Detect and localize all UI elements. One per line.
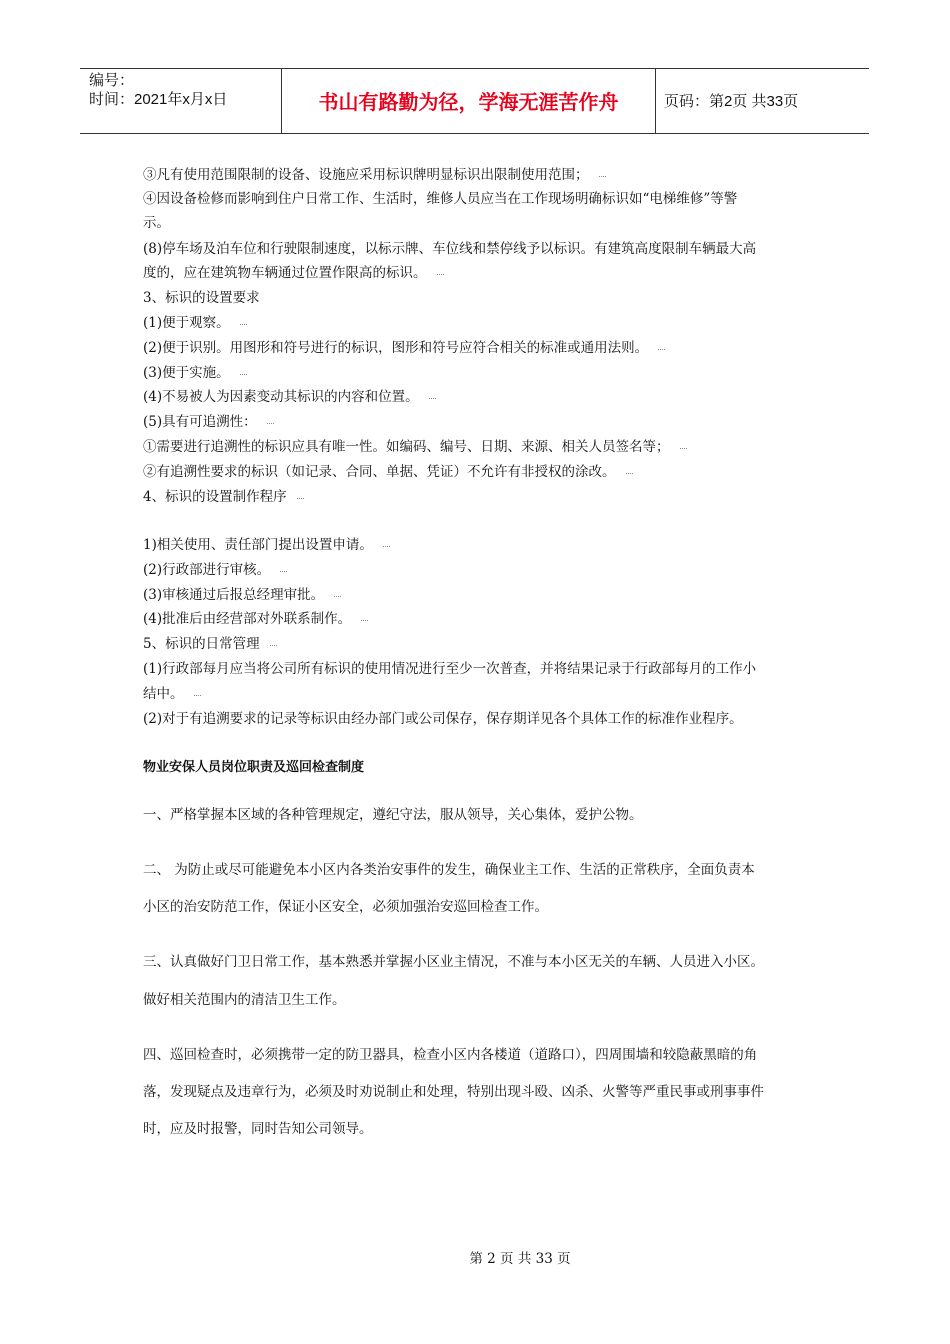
body-line: 度的，应在建筑物车辆通过位置作限高的标识。: [143, 261, 444, 281]
serial-number-label: 编号：: [89, 72, 135, 89]
body-line: ②有追溯性要求的标识（如记录、合同、单据、凭证）不允许有非授权的涂改。: [143, 460, 633, 480]
body-line: ①需要进行追溯性的标识应具有唯一性。如编码、编号、日期、来源、相关人员签名等；: [143, 435, 687, 455]
body-line: ④因设备检修而影响到住户日常工作、生活时，维修人员应当在工作现场明确标识如“电梯维修”等警: [143, 191, 738, 207]
paragraph-mark-icon: [361, 619, 368, 621]
time-label: 时间：2021年x月x日: [89, 91, 228, 108]
body-line: (4)批准后由经营部对外联系制作。: [143, 607, 368, 627]
body-line: 落，发现疑点及违章行为，必须及时劝说制止和处理，特别出现斗殴、凶杀、火警等严重民事或刑事事件: [143, 1084, 764, 1100]
body-line: 做好相关范围内的清洁卫生工作。: [143, 992, 346, 1008]
header-meta: [80, 69, 282, 133]
body-line: (3)便于实施。: [143, 361, 247, 381]
body-line: (1)行政部每月应当将公司所有标识的使用情况进行至少一次普查，并将结果记录于行政部每月的工作小: [143, 661, 757, 677]
body-line: (2)行政部进行审核。: [143, 558, 287, 578]
section-heading: 5、标识的日常管理: [143, 632, 277, 652]
paragraph-mark-icon: [280, 570, 287, 572]
body-line: (2)对于有追溯要求的记录等标识由经办部门或公司保存，保存期详见各个具体工作的标准作业程序。: [143, 711, 743, 727]
header-page-number: 页码：第2页 共33页: [664, 93, 799, 110]
paragraph-mark-icon: [297, 497, 304, 499]
body-line: 四、巡回检查时，必须携带一定的防卫器具，检查小区内各楼道（道路口），四周围墙和较隐蔽黑暗的角: [143, 1047, 758, 1063]
section-heading: 3、标识的设置要求: [143, 290, 260, 306]
header-motto: 书山有路勤为径，学海无涯苦作舟: [282, 69, 656, 133]
body-line: 1)相关使用、责任部门提出设置申请。: [143, 533, 390, 553]
body-line: 时，应及时报警，同时告知公司领导。: [143, 1121, 373, 1137]
body-line: (2)便于识别。用图形和符号进行的标识，图形和符号应符合相关的标准或通用法则。: [143, 336, 665, 356]
paragraph-mark-icon: [194, 694, 201, 696]
paragraph-mark-icon: [383, 545, 390, 547]
section-title: 物业安保人员岗位职责及巡回检查制度: [143, 760, 365, 775]
section-heading: 4、标识的设置制作程序: [143, 485, 304, 505]
body-line: 三、认真做好门卫日常工作，基本熟悉并掌握小区业主情况，不准与本小区无关的车辆、人员进入小区。: [143, 954, 764, 970]
body-line: (3)审核通过后报总经理审批。: [143, 583, 341, 603]
paragraph-mark-icon: [599, 175, 606, 177]
paragraph-mark-icon: [240, 373, 247, 375]
paragraph-mark-icon: [680, 447, 687, 449]
page-footer: 第 2 页 共 33 页: [469, 1251, 571, 1267]
body-line: 结中。: [143, 682, 201, 702]
paragraph-mark-icon: [270, 644, 277, 646]
page-header: [80, 68, 869, 134]
body-line: 小区的治安防范工作，保证小区安全，必须加强治安巡回检查工作。: [143, 899, 548, 915]
paragraph-mark-icon: [334, 595, 341, 597]
paragraph-mark-icon: [626, 472, 633, 474]
body-line: 一、严格掌握本区域的各种管理规定，遵纪守法，服从领导，关心集体，爱护公物。: [143, 807, 643, 823]
paragraph-mark-icon: [267, 422, 274, 424]
paragraph-mark-icon: [437, 273, 444, 275]
body-line: (8)停车场及泊车位和行驶限制速度，以标示牌、车位线和禁停线予以标识。有建筑高度限制车辆最大高: [143, 241, 757, 257]
body-line: (5)具有可追溯性：: [143, 410, 274, 430]
body-line: 二、 为防止或尽可能避免本小区内各类治安事件的发生，确保业主工作、生活的正常秩序，全面负责本: [143, 862, 755, 878]
body-line: (1)便于观察。: [143, 311, 247, 331]
paragraph-mark-icon: [658, 348, 665, 350]
body-line: 示。: [143, 215, 170, 231]
paragraph-mark-icon: [240, 323, 247, 325]
body-line: ③凡有使用范围限制的设备、设施应采用标识牌明显标识出限制使用范围；: [143, 163, 606, 183]
body-line: (4)不易被人为因素变动其标识的内容和位置。: [143, 385, 436, 405]
paragraph-mark-icon: [429, 397, 436, 399]
